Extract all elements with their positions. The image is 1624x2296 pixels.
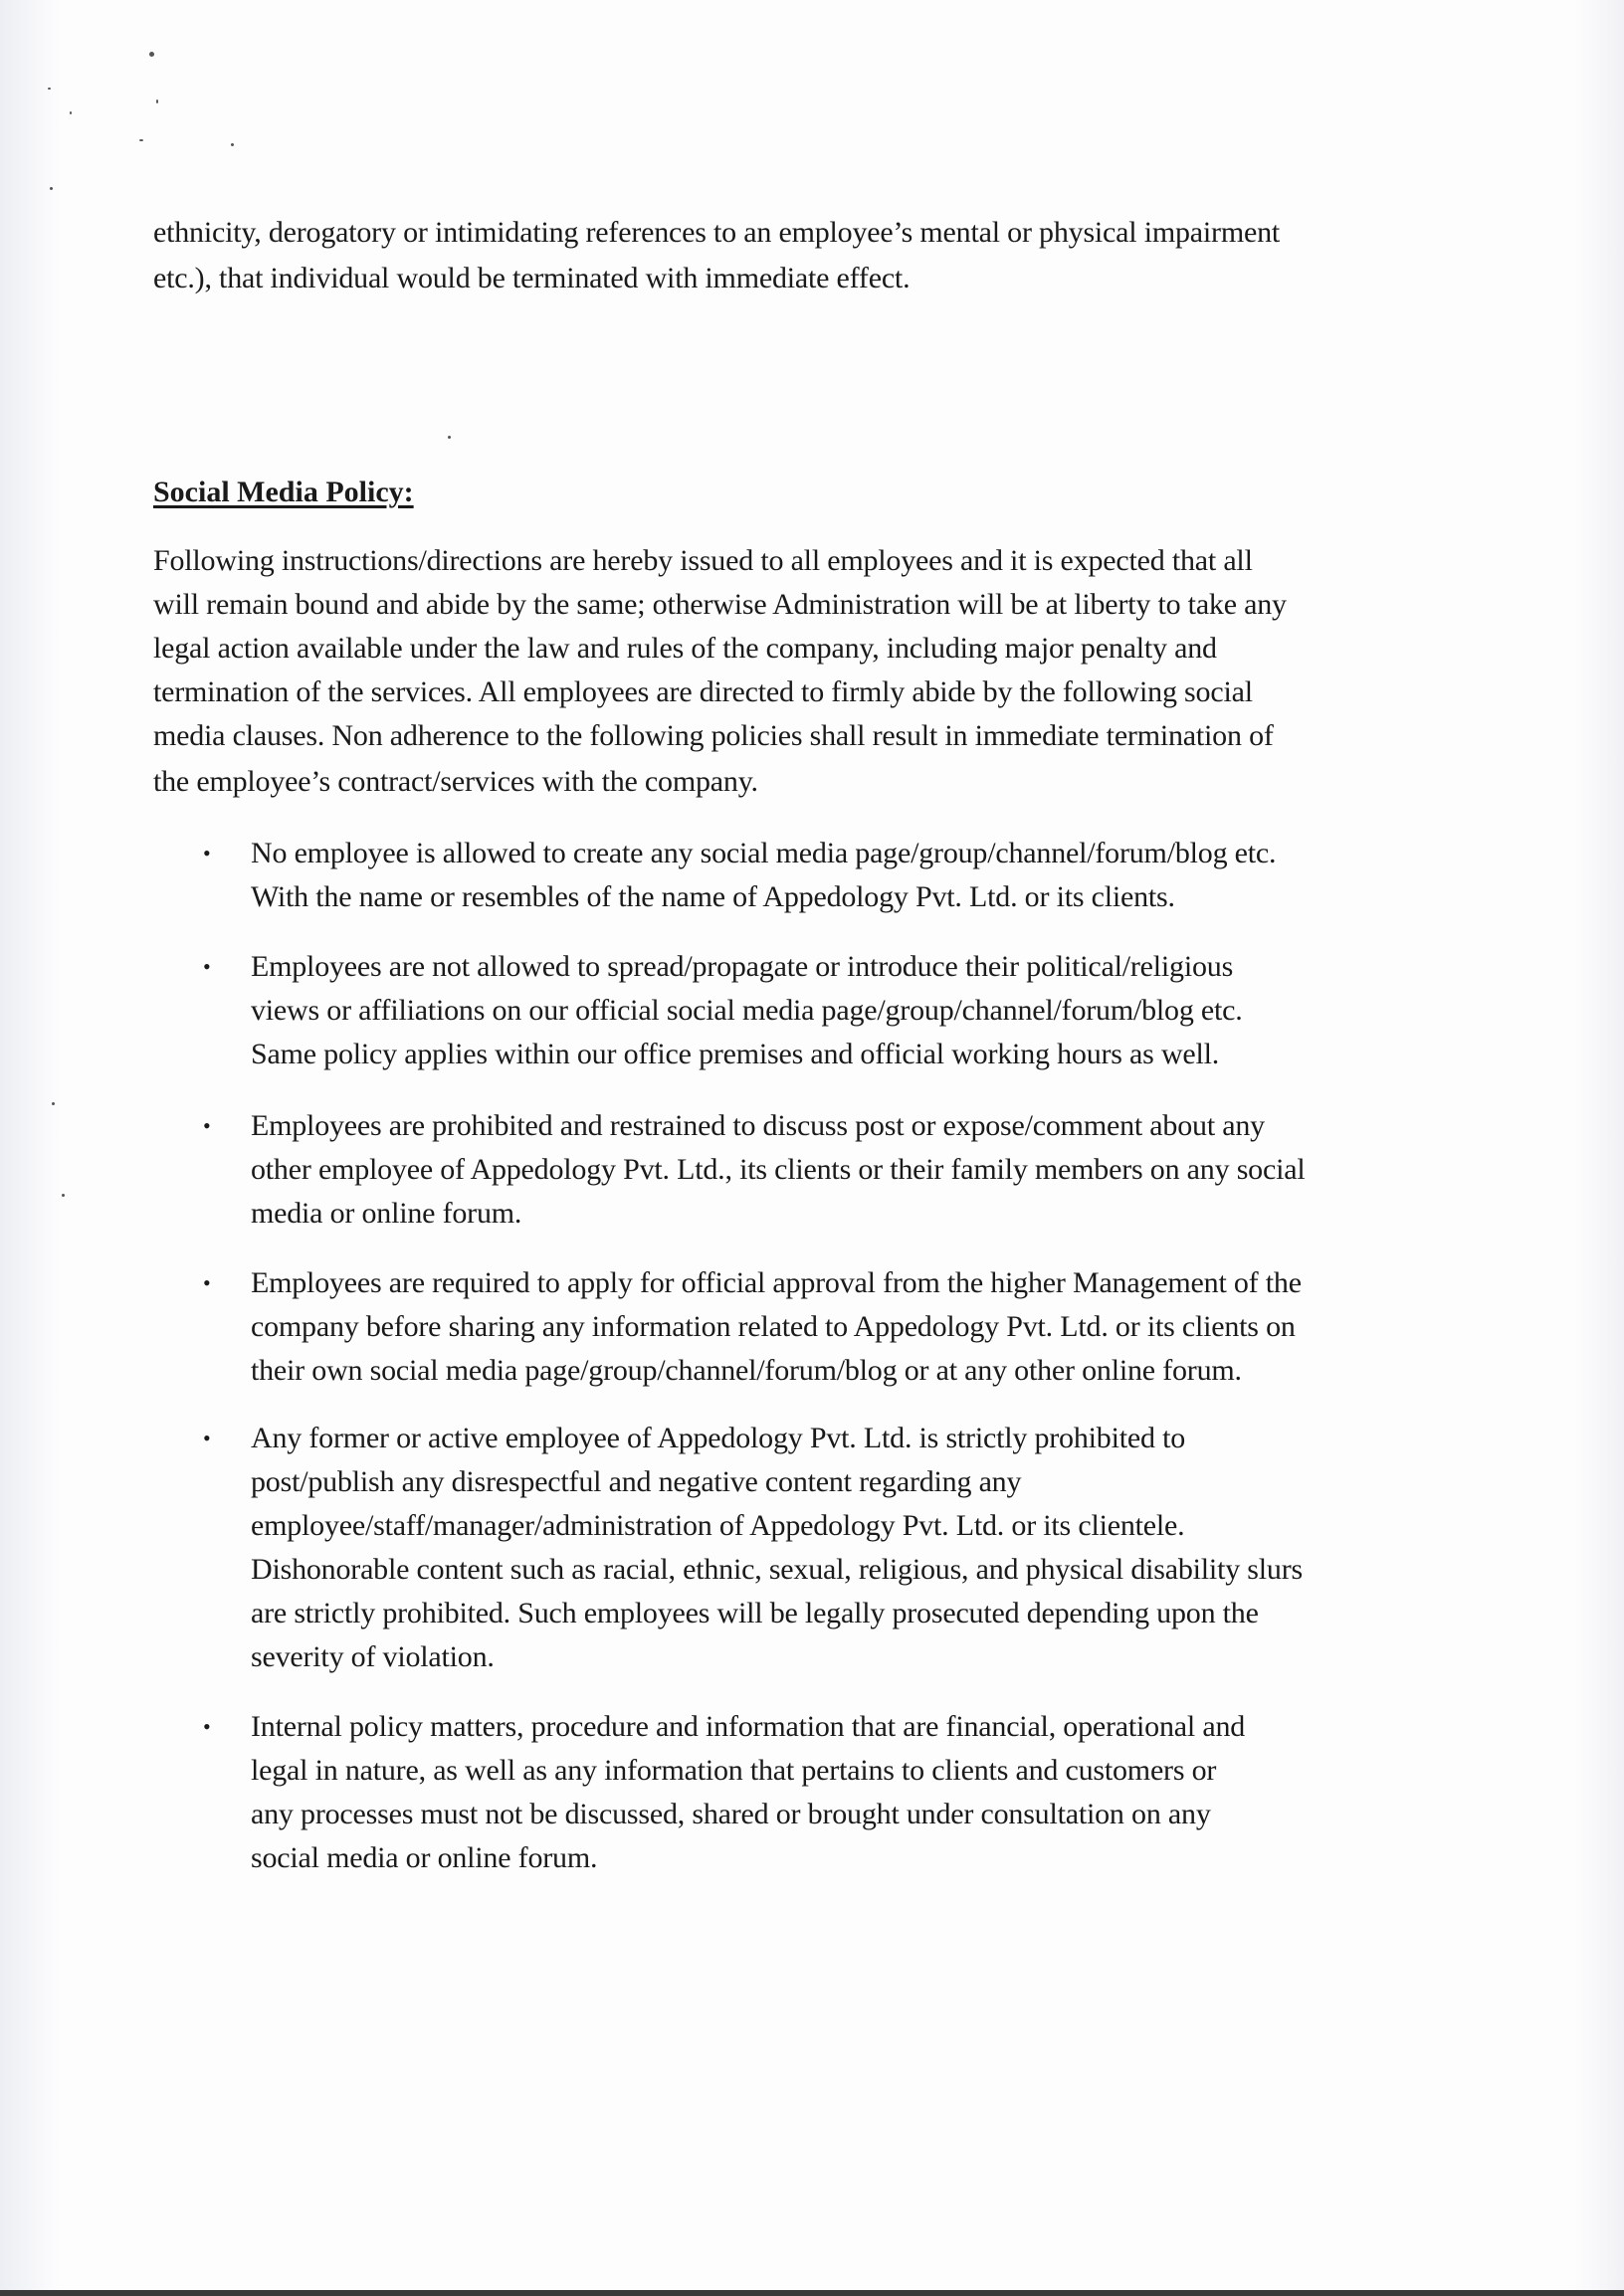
text-line: severity of violation. [251, 1640, 495, 1673]
text-line: Employees are prohibited and restrained to discuss post or expose/comment about any [251, 1109, 1265, 1142]
text-line: etc.), that individual would be terminated with immediate effect. [153, 262, 911, 294]
text-line: Following instructions/directions are hereby issued to all employees and it is expected that all [153, 544, 1253, 577]
text-line: will remain bound and abide by the same; otherwise Administration will be at liberty to take any [153, 588, 1287, 621]
text-line: legal action available under the law and rules of the company, including major penalty and [153, 632, 1217, 665]
scan-speck [62, 1194, 65, 1197]
text-line: their own social media page/group/channel/forum/blog or at any other online forum. [251, 1354, 1242, 1387]
text-line: are strictly prohibited. Such employees will be legally prosecuted depending upon the [251, 1597, 1259, 1629]
section-heading: Social Media Policy: [153, 476, 414, 508]
text-line: any processes must not be discussed, shared or brought under consultation on any [251, 1798, 1211, 1830]
text-line: social media or online forum. [251, 1841, 598, 1874]
bullet-icon: • [203, 1113, 211, 1138]
bullet-icon: • [203, 841, 211, 865]
text-line: Employees are not allowed to spread/propagate or introduce their political/religious [251, 950, 1234, 983]
text-line: media or online forum. [251, 1197, 522, 1230]
text-line: the employee’s contract/services with the company. [153, 765, 758, 798]
bullet-icon: • [203, 1270, 211, 1295]
text-line: Any former or active employee of Appedology Pvt. Ltd. is strictly prohibited to [251, 1422, 1186, 1454]
text-line: legal in nature, as well as any information that pertains to clients and customers or [251, 1754, 1217, 1787]
scan-speck [70, 111, 72, 114]
text-line: post/publish any disrespectful and negative content regarding any [251, 1465, 1022, 1498]
text-line: media clauses. Non adherence to the following policies shall result in immediate termination of [153, 719, 1274, 752]
text-line: other employee of Appedology Pvt. Ltd., its clients or their family members on any social [251, 1153, 1306, 1186]
text-line: Dishonorable content such as racial, ethnic, sexual, religious, and physical disability slurs [251, 1553, 1303, 1586]
text-line: company before sharing any information related to Appedology Pvt. Ltd. or its clients on [251, 1310, 1296, 1343]
scan-speck [48, 88, 51, 90]
scan-shadow-left [0, 0, 60, 2296]
scan-shadow-right [1574, 0, 1624, 2296]
scan-speck [156, 99, 158, 103]
bullet-icon: • [203, 954, 211, 979]
scan-bottom-edge [0, 2290, 1624, 2296]
text-line: Same policy applies within our office premises and official working hours as well. [251, 1038, 1220, 1070]
text-line: Internal policy matters, procedure and information that are financial, operational and [251, 1710, 1246, 1743]
scan-speck [52, 1102, 55, 1105]
text-line: employee/staff/manager/administration of Appedology Pvt. Ltd. or its clientele. [251, 1509, 1185, 1542]
bullet-icon: • [203, 1426, 211, 1450]
scan-speck [149, 52, 154, 57]
text-line: With the name or resembles of the name of Appedology Pvt. Ltd. or its clients. [251, 880, 1175, 913]
scan-speck [50, 187, 53, 190]
text-line: termination of the services. All employees are directed to firmly abide by the following social [153, 675, 1253, 708]
scan-speck [448, 436, 451, 439]
scan-speck [139, 139, 143, 141]
bullet-icon: • [203, 1714, 211, 1739]
text-line: No employee is allowed to create any social media page/group/channel/forum/blog etc. [251, 837, 1277, 869]
scan-speck [231, 143, 234, 146]
text-line: Employees are required to apply for official approval from the higher Management of the [251, 1266, 1302, 1299]
text-line: ethnicity, derogatory or intimidating references to an employee’s mental or physical impairment [153, 216, 1281, 249]
text-line: views or affiliations on our official social media page/group/channel/forum/blog etc. [251, 994, 1243, 1027]
